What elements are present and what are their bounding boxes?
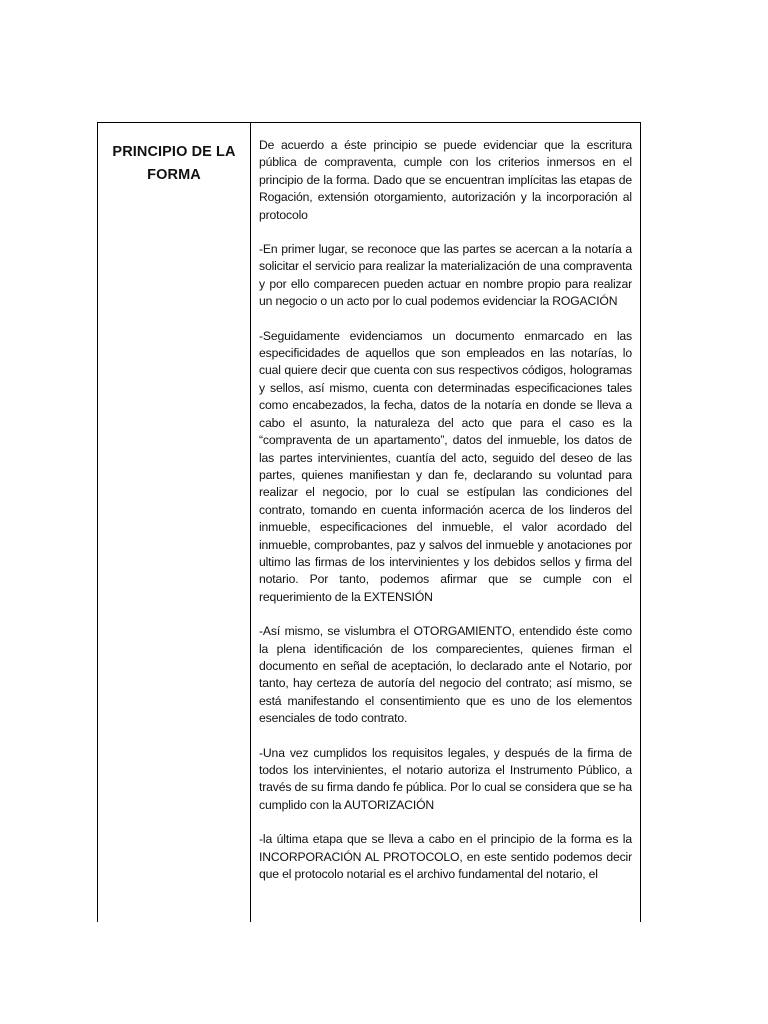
paragraph-intro: De acuerdo a éste principio se puede evidenciar que la escritura pública de compraventa, cumple con los criterios inmersos en el principio de la forma. Dado que se encuentran implícitas las etapas de Rogación, extensión otorgamiento, autorización y la incorporación al protocolo (259, 138, 632, 222)
principle-label-cell (98, 123, 251, 922)
paragraph-incorporacion: -la última etapa que se lleva a cabo en el principio de la forma es la INCORPORACIÓN AL PROTOCOLO, en este sentido podemos decir que el protocolo notarial es el archivo fundamental del notario, el (259, 832, 632, 882)
principle-title: PRINCIPIO DE LA FORMA (112, 144, 236, 183)
principle-table (97, 122, 641, 922)
principle-description-cell (251, 123, 640, 922)
paragraph-autorizacion: -Una vez cumplidos los requisitos legales, y después de la firma de todos los intervinientes, el notario autoriza el Instrumento Público, a través de su firma dando fe pública. Por lo cual se considera que se ha cumplido con la AUTORIZACIÓN (259, 745, 632, 812)
paragraph-otorgamiento: -Así mismo, se vislumbra el OTORGAMIENTO, entendido éste como la plena identificación de los comparecientes, quienes firman el documento en señal de aceptación, lo declarado ante el Notario, por tanto, hay certeza de autoría del negocio del contrato; así mismo, se está manifestando el consentimiento que es uno de los elementos esenciales de todo contrato. (259, 624, 632, 726)
paragraph-extension: -Seguidamente evidenciamos un documento enmarcado en las especificidades de aquellos que son empleados en las notarías, lo cual quiere decir que cuenta con sus respectivos códigos, hologramas y sellos, así mismo, cuenta con determinadas especificaciones tales como encabezados, la fecha, datos de la notaría en donde se lleva a cabo el asunto, la naturaleza del acto que para el caso es la “compraventa de un apartamento”, datos del inmueble, los datos de las partes intervinientes, cuantía del acto, seguido del deseo de las partes, quienes manifiestan y dan fe, declarando su voluntad para realizar el negocio, por lo cual se estípulan las condiciones del contrato, tomando en cuenta información acerca de los linderos del inmueble, especificaciones del inmueble, el valor acordado del inmueble, comprobantes, paz y salvos del inmueble y anotaciones por ultimo las firmas de los intervinientes y los debidos sellos y firma del notario. Por tanto, podemos afirmar que se cumple con el requerimiento de la EXTENSIÓN (259, 328, 632, 604)
paragraph-rogacion: -En primer lugar, se reconoce que las partes se acercan a la notaría a solicitar el servicio para realizar la materialización de una compraventa y por ello comparecen pueden actuar en nombre propio para realizar un negocio o un acto por lo cual podemos evidenciar la ROGACIÓN (259, 242, 632, 309)
